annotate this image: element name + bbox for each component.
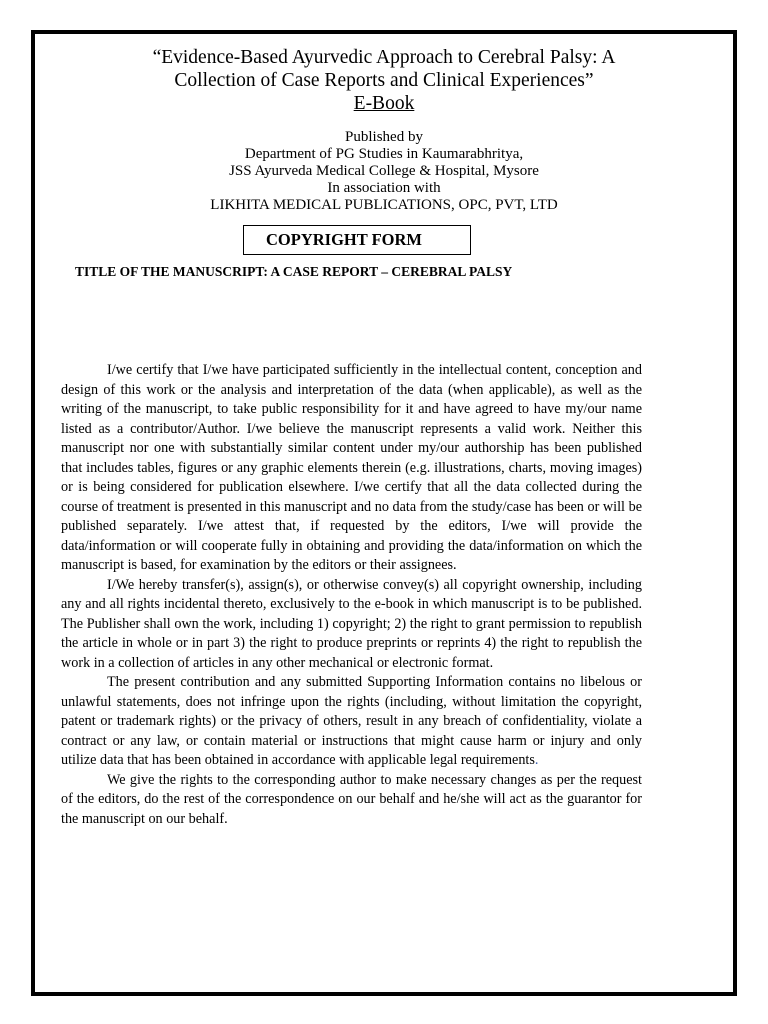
declaration-body xyxy=(61,361,642,829)
manuscript-title: TITLE OF THE MANUSCRIPT: A CASE REPORT – CEREBRAL PALSY xyxy=(75,264,513,279)
publication-house: LIKHITA MEDICAL PUBLICATIONS, OPC, PVT, LTD xyxy=(210,197,558,213)
paragraph-certify: I/we certify that I/we have participated sufficiently in the intellectual content, conception and design of this work or the analysis and interpretation of the data (when applicable), as well as the writing of the manuscript, to take public responsibility for it and have agreed to have my/our name listed as a contributor/Author. I/we believe the manuscript represents a valid work. Neither this manuscript nor one with substantially similar content under my/our authorship has been published that includes tables, figures or any graphic elements therein (e.g. illustrations, charts, moving images) or is being considered for publication elsewhere. I/we certify that all the data collected during the course of treatment is presented in this manuscript and no data from the study/case has been or will be published separately. I/we attest that, if requested by the editors, I/we will provide the data/information or will cooperate fully in obtaining and providing the data/information on which the manuscript is based, for examination by the editors or their assignees. xyxy=(61,362,642,573)
ebook-label: E-Book xyxy=(353,93,415,114)
paragraph-contribution-period: . xyxy=(534,752,539,768)
title-line-1: “Evidence-Based Ayurvedic Approach to Cerebral Palsy: A xyxy=(152,47,616,68)
paragraph-contribution xyxy=(61,673,642,771)
publisher-block xyxy=(0,129,768,214)
book-title xyxy=(0,46,768,115)
paragraph-rights: We give the rights to the corresponding author to make necessary changes as per the request of the editors, do the rest of the correspondence on our behalf and he/she will act as the guarantor for the manuscript on our behalf. xyxy=(61,771,642,827)
title-line-2: Collection of Case Reports and Clinical Experiences” xyxy=(174,70,594,91)
department: Department of PG Studies in Kaumarabhritya, xyxy=(244,146,524,162)
copyright-form-heading: COPYRIGHT FORM xyxy=(243,225,471,255)
paragraph-contribution-text: The present contribution and any submitted Supporting Information contains no libelous or unlawful statements, does not infringe upon the rights (including, without limitation the copyright, patent or trademark rights) or the privacy of others, result in any breach of confidentiality, violate a contract or any law, or contain material or instructions that might cause harm or injury and only utilize data that has been obtained in accordance with applicable legal requirements xyxy=(61,674,642,768)
association: In association with xyxy=(327,180,441,196)
published-by: Published by xyxy=(345,129,423,145)
paragraph-transfer: I/We hereby transfer(s), assign(s), or otherwise convey(s) all copyright ownership, including any and all rights incidental thereto, exclusively to the e-book in which manuscript is to be published. The Publisher shall own the work, including 1) copyright; 2) the right to grant permission to republish the article in whole or in part 3) the right to produce preprints or reprints 4) the right to republish the work in a collection of articles in any other mechanical or electronic format. xyxy=(61,576,642,671)
college: JSS Ayurveda Medical College & Hospital, Mysore xyxy=(229,163,539,179)
